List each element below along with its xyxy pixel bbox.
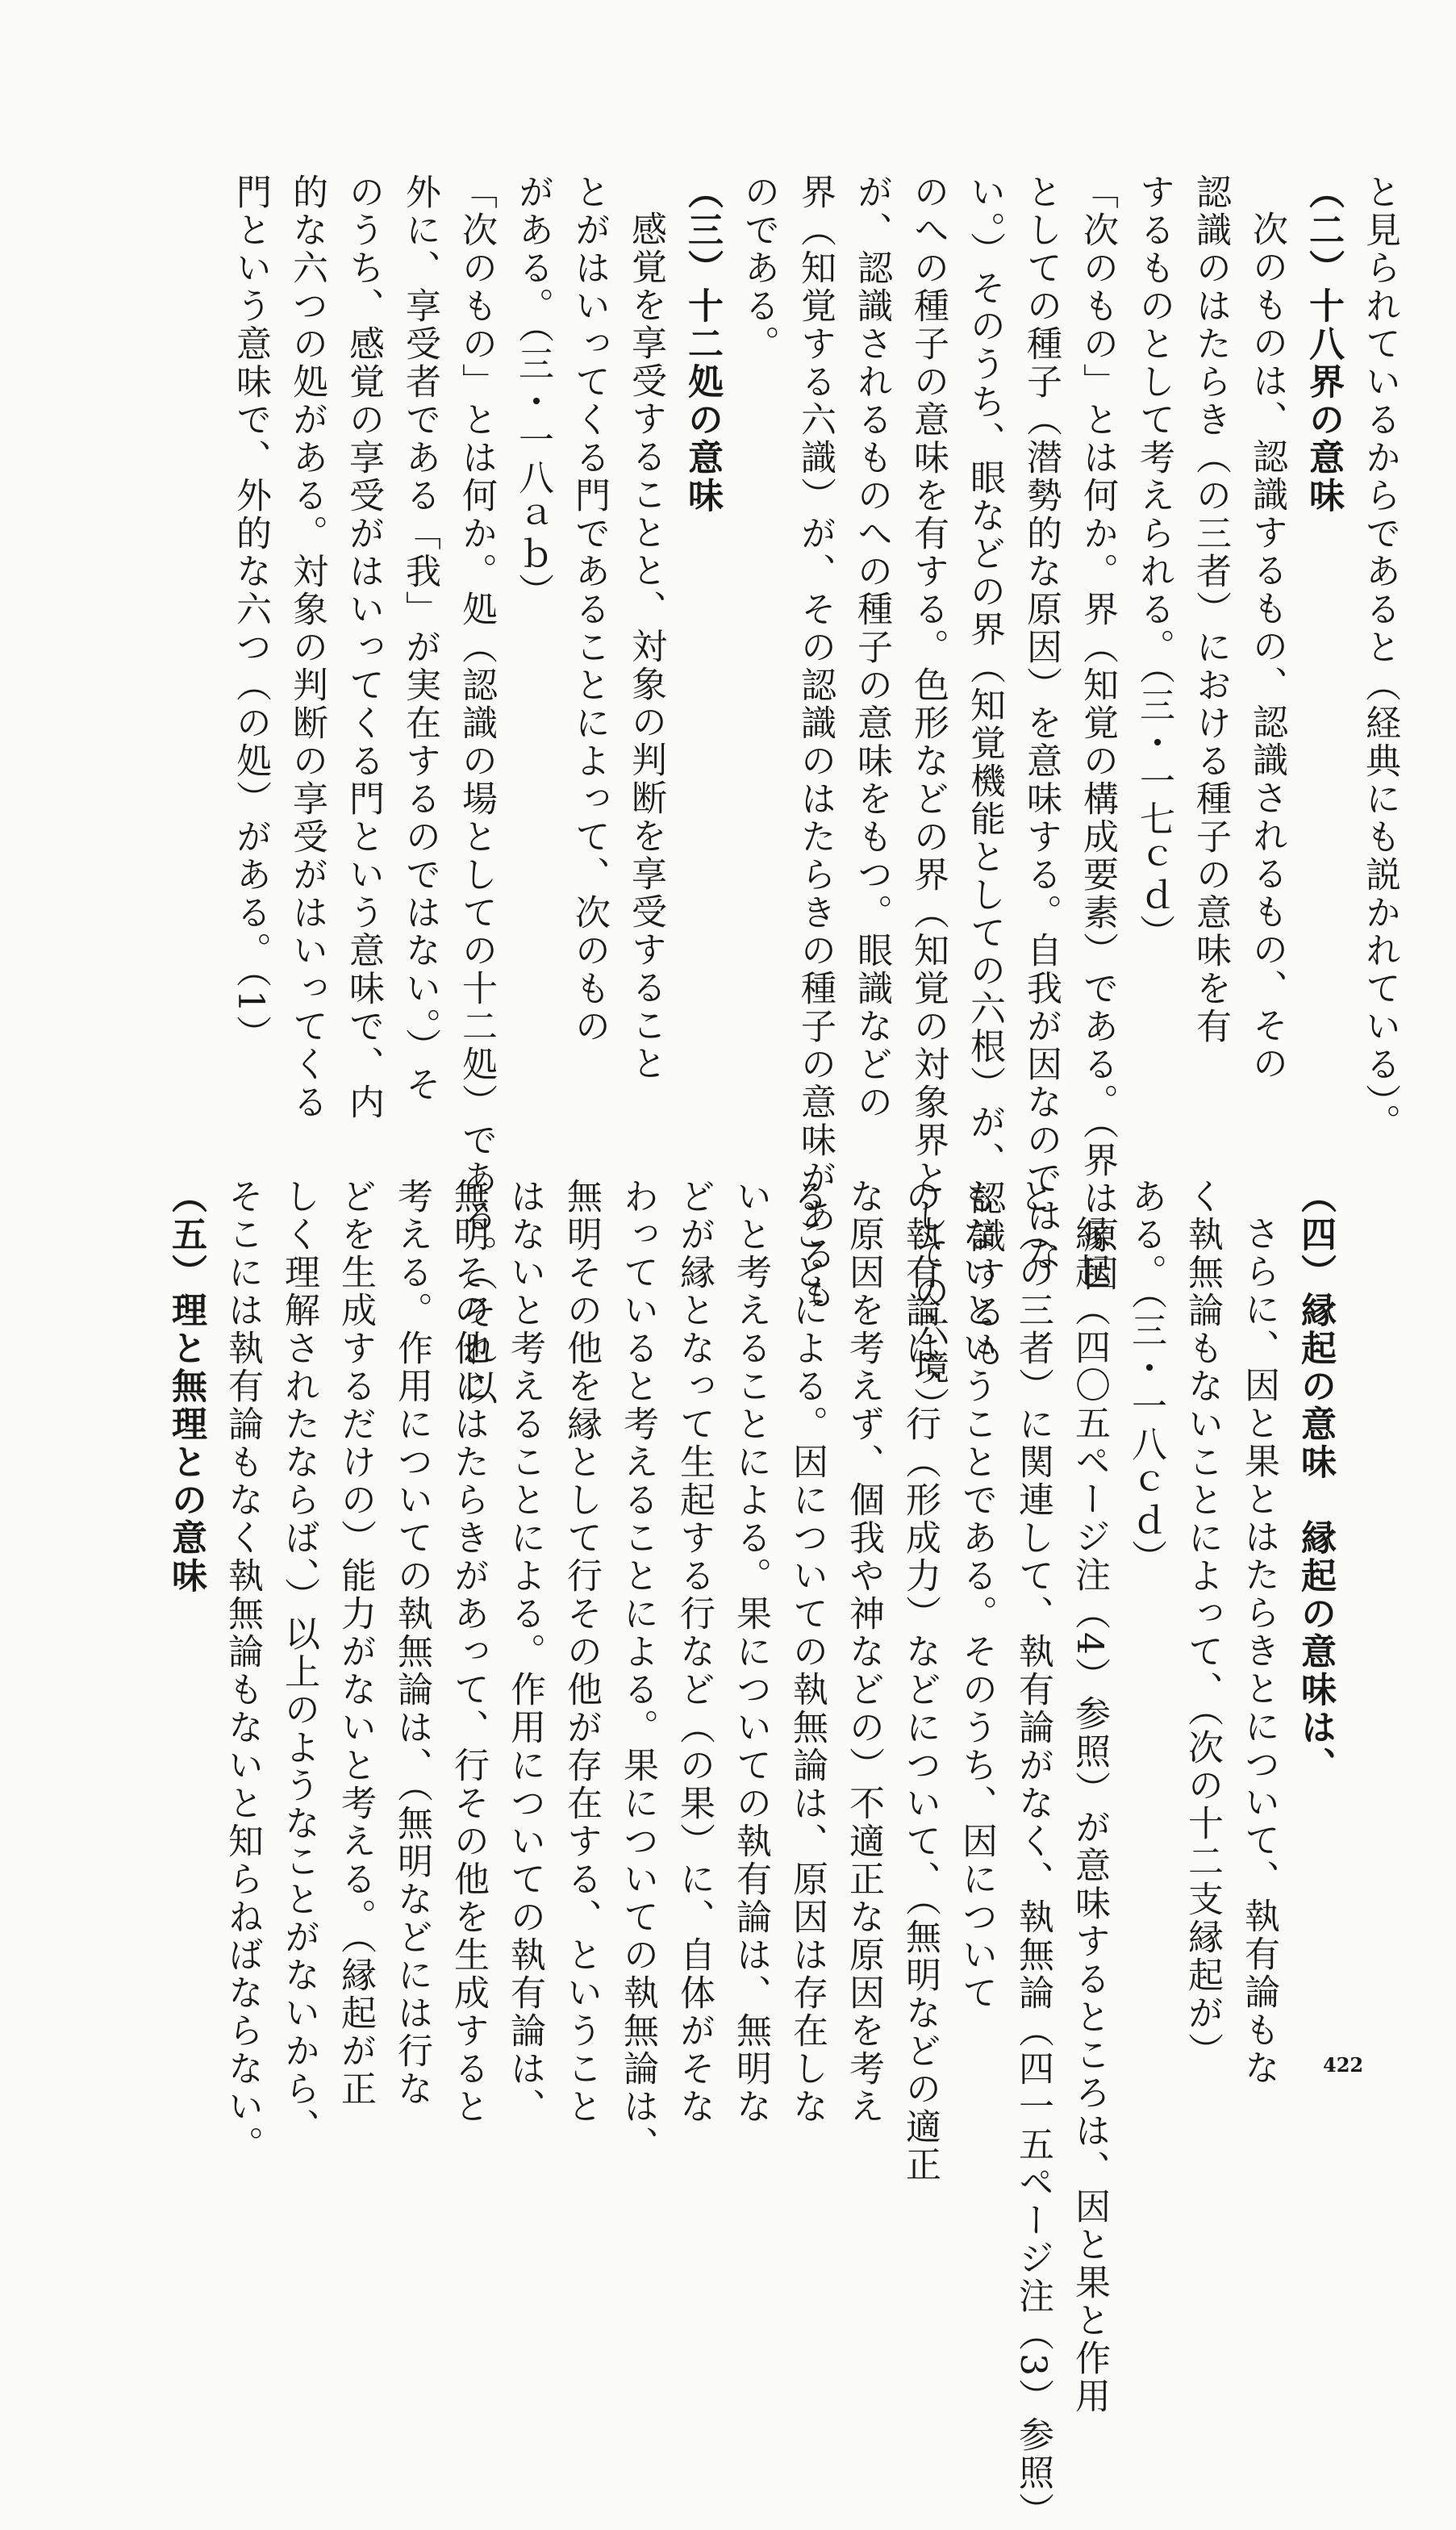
section-heading: （四）縁起の意味 縁起の意味は、 [1295, 1178, 1336, 1785]
text-line: い。）そのうち、眼などの界（知覚機能としての六根）が、認識するも [964, 173, 1005, 1369]
text-line: わっていると考えることによる。果についての執無論は、 [617, 1178, 658, 2164]
text-line: 認識のはたらき（の三者）における種子の意味を有 [1190, 173, 1231, 1046]
text-line: どを生成するだけの）能力がないと考える。（縁起が正 [335, 1178, 376, 2108]
text-line: さらに、因と果とはたらきとについて、執有論もな [1238, 1215, 1279, 2087]
text-line: 縁起（四〇五ページ注（4）参照）が意味するところは、因と果と作用 [1069, 1215, 1110, 2415]
text-line: が、認識されるものへの種子の意味をもつ。眼識などの [851, 173, 892, 1121]
text-line: 門という意味で、外的な六つ（の処）がある。（1） [230, 173, 271, 1053]
text-line: の執有論は、行（形成力）などについて、（無明などの適正 [899, 1178, 941, 2184]
text-line: く執無論もないことによって、（次の十二支縁起が） [1182, 1178, 1223, 2070]
text-line: と見られているからであると（経典にも説かれている）。 [1359, 173, 1400, 1142]
text-line: な原因を考えず、個我や神などの）不適正な原因を考え [843, 1178, 884, 2126]
text-line: 次のものは、認識するもの、認識されるもの、その [1246, 211, 1287, 1083]
text-line: はないと考えることによる。作用についての執有論は、 [504, 1178, 545, 2126]
text-line: のである。 [738, 173, 779, 363]
text-line: 「次のもの」とは何か。界（知覚の構成要素）である。（界は原因 [1077, 173, 1118, 1293]
section-heading: （二）十八界の意味 [1303, 173, 1344, 515]
text-line: ある。（三・一八ｃｄ） [1125, 1178, 1166, 1577]
text-line: ることによる。因についての執無論は、原因は存在しな [786, 1178, 828, 2126]
lower-text-block [165, 1178, 1343, 2530]
text-line: 「次のもの」とは何か。処（認識の場としての十二処）である。（それ以 [456, 173, 497, 1407]
text-line: 考える。作用についての執無論は、（無明などには行な [391, 1178, 432, 2108]
text-line: 無明その他にはたらきがあって、行その他を生成すると [448, 1178, 489, 2126]
text-line: 界（知覚する六識）が、その認識のはたらきの種子の意味があるも [795, 173, 836, 1311]
text-line: 感覚を享受することと、対象の判断を享受すること [625, 211, 666, 1083]
section-heading: （五）理と無理との意味 [165, 1178, 207, 1595]
text-line: のへの種子の意味を有する。色形などの界（知覚の対象界としての六境） [907, 173, 949, 1425]
text-line: のうち、感覚の享受がはいってくる門という意味で、内 [343, 173, 384, 1121]
text-line: と（の三者）に関連して、執有論がなく、執無論（四一五ページ注（3）参照） [1012, 1178, 1053, 2530]
text-line: どが縁となって生起する行など（の果）に、自体がそな [674, 1178, 715, 2126]
text-line: 外に、享受者である「我」が実在するのではない。）そ [399, 173, 440, 1104]
text-line: 無明その他を縁として行その他が存在する、ということ [561, 1178, 602, 2126]
section-heading: （三）十二処の意味 [682, 173, 723, 515]
text-line: そこには執有論もなく執無論もないと知らねばならない。 [222, 1178, 263, 2164]
text-line: とがはいってくる門であることによって、次のもの [569, 173, 610, 1046]
text-line: するものとして考えられる。（三・一七ｃｄ） [1133, 173, 1174, 952]
text-line: いと考えることによる。果についての執有論は、無明な [730, 1178, 771, 2126]
page-number: 422 [1323, 2053, 1364, 2077]
text-line: もないということである。そのうち、因について [956, 1178, 997, 2012]
text-line: しく理解されたならば、）以上のようなことがないから、 [278, 1178, 319, 2146]
text-line: がある。（三・一八ａｂ） [512, 173, 553, 611]
text-line: としての種子（潜勢的な原因）を意味する。自我が因なのではな [1020, 173, 1062, 1273]
text-line: 的な六つの処がある。対象の判断の享受がはいってくる [286, 173, 327, 1121]
